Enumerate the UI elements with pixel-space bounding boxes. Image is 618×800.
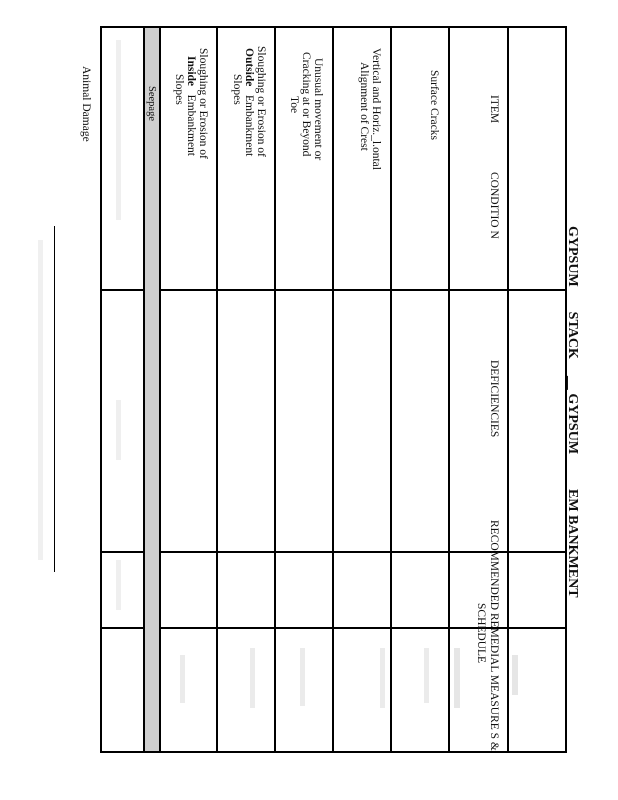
title-stack: STACK (565, 311, 580, 359)
row-border-6 (159, 26, 161, 753)
row-border-4 (274, 26, 276, 753)
row-inside-line3: Slopes (173, 74, 185, 105)
row-unusual-line1: Unusual movement or (312, 58, 324, 161)
header-schedule: SCHEDULE (475, 603, 487, 664)
row-border-3 (332, 26, 334, 753)
row-seepage-label: Seepage (146, 86, 157, 121)
header-recommended: RECOMMENDED REMEDIAL MEASURE S & (488, 520, 500, 751)
row-outside-slopes (231, 46, 267, 157)
row-inside-bold: Inside (185, 56, 197, 87)
row-outside-line2 (243, 46, 255, 157)
row-outside-line3: Slopes (231, 74, 243, 105)
row-border-1 (448, 26, 450, 753)
row-outside-bold: Outside (243, 48, 255, 87)
header-deficiencies: DEFICIENCIES (488, 360, 500, 438)
title-gypsum-2: GYPSUM (565, 393, 580, 455)
row-unusual-movement (288, 52, 324, 160)
row-alignment-line2: Alignment of Crest (358, 62, 370, 151)
signature-line (54, 226, 55, 572)
animal-damage-label: Animal Damage (80, 66, 92, 142)
row-alignment (358, 48, 382, 170)
row-surface-cracks-label: Surface Cracks (428, 70, 440, 140)
seepage-row-shading (145, 28, 159, 751)
row-inside-slopes (173, 48, 209, 159)
title-gypsum-1: GYPSUM (565, 226, 580, 287)
row-inside-line1: Sloughing or Erosion of (197, 48, 209, 159)
row-border-5 (216, 26, 218, 753)
header-row-border (507, 26, 509, 753)
row-outside-line1: Sloughing or Erosion of (255, 46, 267, 157)
row-border-2 (390, 26, 392, 753)
row-alignment-line1: Vertical and Horiz._l.ontal (370, 48, 382, 170)
row-unusual-line3: Toe (288, 96, 300, 114)
row-unusual-line2: Cracking at or Beyond (300, 52, 312, 157)
page-title (564, 226, 580, 598)
header-item: ITEM (488, 95, 500, 124)
row-surface-cracks (428, 70, 440, 140)
row-seepage (146, 86, 157, 121)
title-embankment: EM BANKMENT (565, 489, 580, 598)
header-condition: CONDITIO N (488, 172, 500, 239)
row-inside-line2 (185, 48, 197, 159)
row-inside-rest: Embankment (185, 94, 197, 156)
row-outside-rest: Embankment (243, 94, 255, 157)
table-left-border (100, 26, 102, 753)
